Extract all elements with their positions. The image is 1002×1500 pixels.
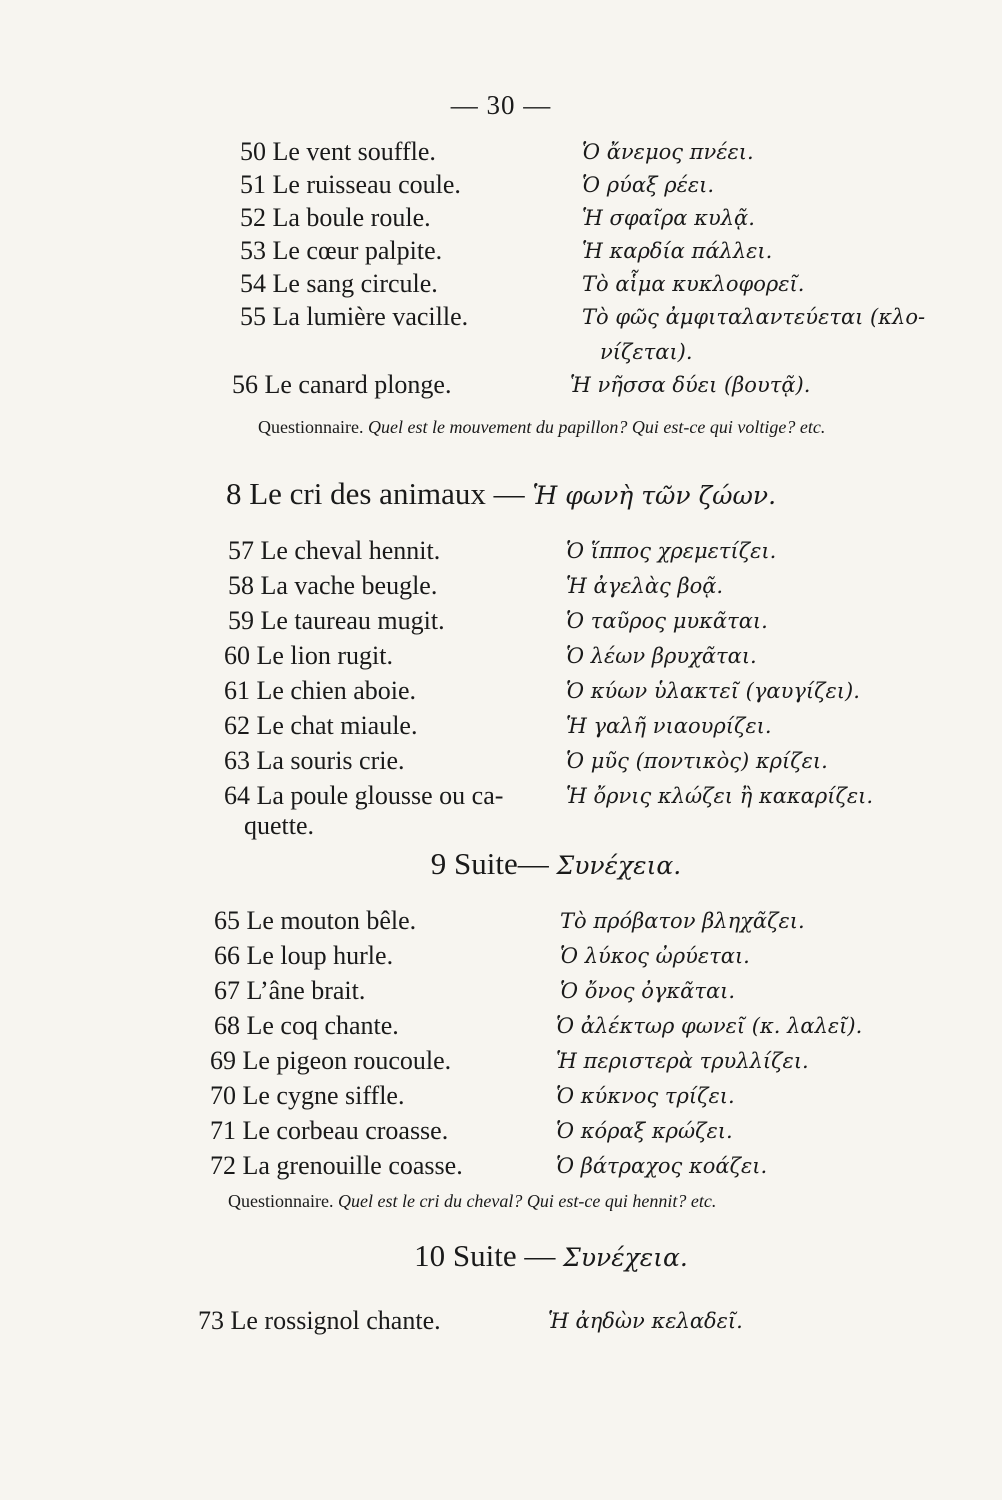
french-text: 66 Le loup hurle.: [214, 941, 394, 970]
section-heading-9: [55, 846, 1002, 882]
greek-text: Ὁ λύκος ὠρύεται.: [560, 944, 750, 968]
greek-text: Ἡ ὄρνις κλώζει ἢ κακαρίζει.: [566, 784, 874, 808]
french-text: 55 La lumière vacille.: [240, 302, 469, 331]
heading-greek: Ἡ φωνὴ τῶν ζώων.: [532, 481, 777, 510]
section-heading-10: [50, 1238, 1002, 1274]
greek-text: Ὁ ρύαξ ρέει.: [582, 173, 715, 197]
french-text: 52 La boule roule.: [240, 203, 431, 232]
french-text: 57 Le cheval hennit.: [228, 536, 441, 565]
heading-greek: Συνέχεια.: [563, 1243, 688, 1272]
french-text: 53 Le cœur palpite.: [240, 236, 443, 265]
questionnaire-label: Questionnaire.: [258, 417, 364, 437]
french-text: 54 Le sang circule.: [240, 269, 438, 298]
french-text: 72 La grenouille coasse.: [210, 1151, 463, 1180]
french-text: 51 Le ruisseau coule.: [240, 170, 461, 199]
french-text: 58 La vache beugle.: [228, 571, 438, 600]
french-text: 65 Le mouton bêle.: [214, 906, 417, 935]
greek-text: Ἡ σφαῖρα κυλᾷ.: [582, 206, 755, 230]
greek-text: Ὁ ἄνεμος πνέει.: [582, 140, 754, 164]
greek-text: νίζεται).: [600, 340, 693, 364]
greek-text: Τὸ πρόβατον βληχᾶζει.: [560, 909, 805, 933]
french-text: 50 Le vent souffle.: [240, 137, 436, 166]
greek-text: Ὁ ταῦρος μυκᾶται.: [566, 609, 768, 633]
greek-text: Ἡ νῆσσα δύει (βουτᾷ).: [570, 373, 811, 397]
french-text: 67 L’âne brait.: [214, 976, 366, 1005]
greek-text: Τὸ φῶς ἀμφιταλαντεύεται (κλο-: [582, 305, 926, 329]
greek-text: Ἡ καρδία πάλλει.: [582, 239, 773, 263]
entry-continuation: quette.: [244, 811, 315, 840]
french-text: 59 Le taureau mugit.: [228, 606, 445, 635]
french-text: 63 La souris crie.: [224, 746, 405, 775]
heading-french: 10 Suite —: [414, 1238, 564, 1273]
greek-text: Ὁ ἵππος χρεμετίζει.: [566, 539, 777, 563]
questionnaire: [228, 1191, 716, 1212]
questionnaire-text: Quel est le mouvement du papillon? Qui est-ce qui voltige? etc.: [367, 417, 826, 437]
greek-text: Ἡ γαλῆ νιαουρίζει.: [566, 714, 772, 738]
french-text: 60 Le lion rugit.: [224, 641, 393, 670]
greek-text: Τὸ αἷμα κυκλοφορεῖ.: [582, 272, 805, 296]
greek-text: Ὁ βάτραχος κοάζει.: [556, 1154, 768, 1178]
section-heading-8: [0, 476, 1002, 512]
greek-text: Ὁ κύκνος τρίζει.: [556, 1084, 735, 1108]
greek-text: Ὁ κόραξ κρώζει.: [556, 1119, 733, 1143]
greek-text: Ἡ ἀηδὼν κελαδεῖ.: [548, 1309, 743, 1333]
page-number: — 30 —: [450, 90, 552, 120]
greek-text: Ὁ λέων βρυχᾶται.: [566, 644, 757, 668]
french-text: 62 Le chat miaule.: [224, 711, 418, 740]
french-text: 68 Le coq chante.: [214, 1011, 399, 1040]
greek-text: Ὁ ἀλέκτωρ φωνεῖ (κ. λαλεῖ).: [556, 1014, 863, 1038]
french-text: 64 La poule glousse ou ca-: [224, 781, 504, 810]
heading-greek: Συνέχεια.: [556, 851, 682, 880]
french-text: 70 Le cygne siffle.: [210, 1081, 405, 1110]
french-text: 61 Le chien aboie.: [224, 676, 417, 705]
french-text: 73 Le rossignol chante.: [198, 1306, 441, 1335]
questionnaire-label: Questionnaire.: [228, 1191, 334, 1211]
greek-text: Ὁ μῦς (ποντικὸς) κρίζει.: [566, 749, 828, 773]
french-text: 56 Le canard plonge.: [232, 370, 452, 399]
greek-text: Ὁ ὄνος ὀγκᾶται.: [560, 979, 736, 1003]
french-text: 69 Le pigeon roucoule.: [210, 1046, 452, 1075]
heading-french: 8 Le cri des animaux —: [225, 476, 533, 511]
greek-text: Ἡ ἀγελὰς βοᾷ.: [566, 574, 724, 598]
french-text: 71 Le corbeau croasse.: [210, 1116, 449, 1145]
greek-text: Ὁ κύων ὑλακτεῖ (γαυγίζει).: [566, 679, 860, 703]
heading-french: 9 Suite—: [430, 846, 557, 881]
questionnaire-text: Quel est le cri du cheval? Qui est-ce qui hennit? etc.: [337, 1191, 717, 1211]
questionnaire: [258, 417, 825, 438]
greek-text: Ἡ περιστερὰ τρυλλίζει.: [556, 1049, 809, 1073]
